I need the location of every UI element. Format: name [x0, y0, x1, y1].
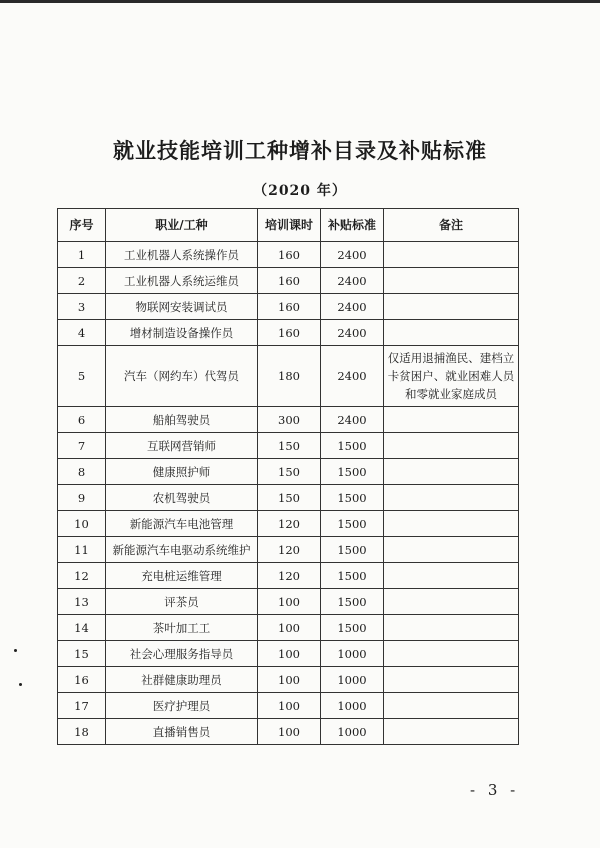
training-hours: 180	[258, 346, 321, 407]
row-index: 14	[58, 615, 106, 641]
remarks	[384, 511, 519, 537]
row-index: 9	[58, 485, 106, 511]
subsidy-amount: 1500	[321, 433, 384, 459]
occupation-name: 船舶驾驶员	[106, 407, 258, 433]
training-hours: 100	[258, 667, 321, 693]
occupation-name: 社群健康助理员	[106, 667, 258, 693]
remarks	[384, 433, 519, 459]
training-hours: 150	[258, 485, 321, 511]
table-row	[58, 641, 519, 667]
training-hours: 100	[258, 719, 321, 745]
remarks	[384, 320, 519, 346]
remarks	[384, 459, 519, 485]
row-index: 3	[58, 294, 106, 320]
training-hours: 300	[258, 407, 321, 433]
occupation-name: 工业机器人系统操作员	[106, 242, 258, 268]
remarks	[384, 485, 519, 511]
subsidy-amount: 1500	[321, 615, 384, 641]
training-hours: 150	[258, 433, 321, 459]
header-remarks: 备注	[384, 209, 519, 242]
remarks: 仅适用退捕渔民、建档立卡贫困户、就业困难人员和零就业家庭成员	[384, 346, 519, 407]
occupation-name: 互联网营销师	[106, 433, 258, 459]
document-year: （2020 年）	[253, 183, 347, 199]
row-index: 16	[58, 667, 106, 693]
row-index: 12	[58, 563, 106, 589]
training-hours: 160	[258, 242, 321, 268]
table-row	[58, 537, 519, 563]
subsidy-amount: 1500	[321, 589, 384, 615]
subsidy-amount: 1500	[321, 563, 384, 589]
remarks	[384, 242, 519, 268]
table-row	[58, 459, 519, 485]
remarks	[384, 615, 519, 641]
remarks	[384, 719, 519, 745]
occupation-name: 汽车（网约车）代驾员	[106, 346, 258, 407]
training-hours: 160	[258, 320, 321, 346]
occupation-name: 医疗护理员	[106, 693, 258, 719]
training-hours: 150	[258, 459, 321, 485]
occupation-name: 新能源汽车电驱动系统维护	[106, 537, 258, 563]
subsidy-amount: 2400	[321, 320, 384, 346]
row-index: 15	[58, 641, 106, 667]
subsidy-amount: 1000	[321, 641, 384, 667]
table-row	[58, 407, 519, 433]
table-row	[58, 242, 519, 268]
remarks	[384, 641, 519, 667]
occupation-name: 茶叶加工工	[106, 615, 258, 641]
training-hours: 100	[258, 693, 321, 719]
subsidy-amount: 1500	[321, 485, 384, 511]
remarks	[384, 407, 519, 433]
training-hours: 100	[258, 641, 321, 667]
table-row	[58, 615, 519, 641]
table-row	[58, 346, 519, 407]
row-index: 6	[58, 407, 106, 433]
occupation-name: 新能源汽车电池管理	[106, 511, 258, 537]
table-row	[58, 485, 519, 511]
training-hours: 160	[258, 268, 321, 294]
subsidy-amount: 2400	[321, 294, 384, 320]
table-header-row	[58, 209, 519, 242]
occupation-name: 增材制造设备操作员	[106, 320, 258, 346]
row-index: 8	[58, 459, 106, 485]
row-index: 7	[58, 433, 106, 459]
remarks	[384, 268, 519, 294]
table-row	[58, 719, 519, 745]
table-row	[58, 693, 519, 719]
row-index: 4	[58, 320, 106, 346]
occupation-name: 直播销售员	[106, 719, 258, 745]
scan-mark	[14, 649, 17, 652]
occupation-name: 社会心理服务指导员	[106, 641, 258, 667]
top-border-line	[0, 0, 600, 3]
subsidy-table	[57, 208, 519, 745]
row-index: 1	[58, 242, 106, 268]
occupation-name: 工业机器人系统运维员	[106, 268, 258, 294]
occupation-name: 评茶员	[106, 589, 258, 615]
remarks	[384, 537, 519, 563]
occupation-name: 物联网安装调试员	[106, 294, 258, 320]
training-hours: 120	[258, 537, 321, 563]
remarks	[384, 563, 519, 589]
table-body	[58, 242, 519, 745]
subsidy-amount: 1000	[321, 693, 384, 719]
document-title: 就业技能培训工种增补目录及补贴标准	[113, 138, 487, 163]
remarks	[384, 667, 519, 693]
training-hours: 120	[258, 563, 321, 589]
page-number: - 3 -	[470, 781, 520, 799]
remarks	[384, 589, 519, 615]
training-hours: 160	[258, 294, 321, 320]
row-index: 11	[58, 537, 106, 563]
subsidy-amount: 2400	[321, 407, 384, 433]
table-row	[58, 563, 519, 589]
subsidy-amount: 1500	[321, 459, 384, 485]
header-subsidy: 补贴标准	[321, 209, 384, 242]
occupation-name: 健康照护师	[106, 459, 258, 485]
subsidy-amount: 1000	[321, 667, 384, 693]
row-index: 13	[58, 589, 106, 615]
subsidy-amount: 2400	[321, 268, 384, 294]
subsidy-amount: 1500	[321, 537, 384, 563]
subsidy-amount: 2400	[321, 242, 384, 268]
row-index: 2	[58, 268, 106, 294]
scan-mark	[19, 683, 22, 686]
table-row	[58, 667, 519, 693]
training-hours: 100	[258, 589, 321, 615]
row-index: 17	[58, 693, 106, 719]
table-row	[58, 320, 519, 346]
table-row	[58, 589, 519, 615]
occupation-name: 充电桩运维管理	[106, 563, 258, 589]
header-occupation: 职业/工种	[106, 209, 258, 242]
row-index: 10	[58, 511, 106, 537]
table-row	[58, 433, 519, 459]
row-index: 5	[58, 346, 106, 407]
training-hours: 120	[258, 511, 321, 537]
table-row	[58, 511, 519, 537]
subsidy-amount: 1500	[321, 511, 384, 537]
occupation-name: 农机驾驶员	[106, 485, 258, 511]
table-row	[58, 268, 519, 294]
subsidy-amount: 2400	[321, 346, 384, 407]
subsidy-amount: 1000	[321, 719, 384, 745]
header-training-hours: 培训课时	[258, 209, 321, 242]
table-row	[58, 294, 519, 320]
training-hours: 100	[258, 615, 321, 641]
remarks	[384, 294, 519, 320]
remarks	[384, 693, 519, 719]
row-index: 18	[58, 719, 106, 745]
header-index: 序号	[58, 209, 106, 242]
